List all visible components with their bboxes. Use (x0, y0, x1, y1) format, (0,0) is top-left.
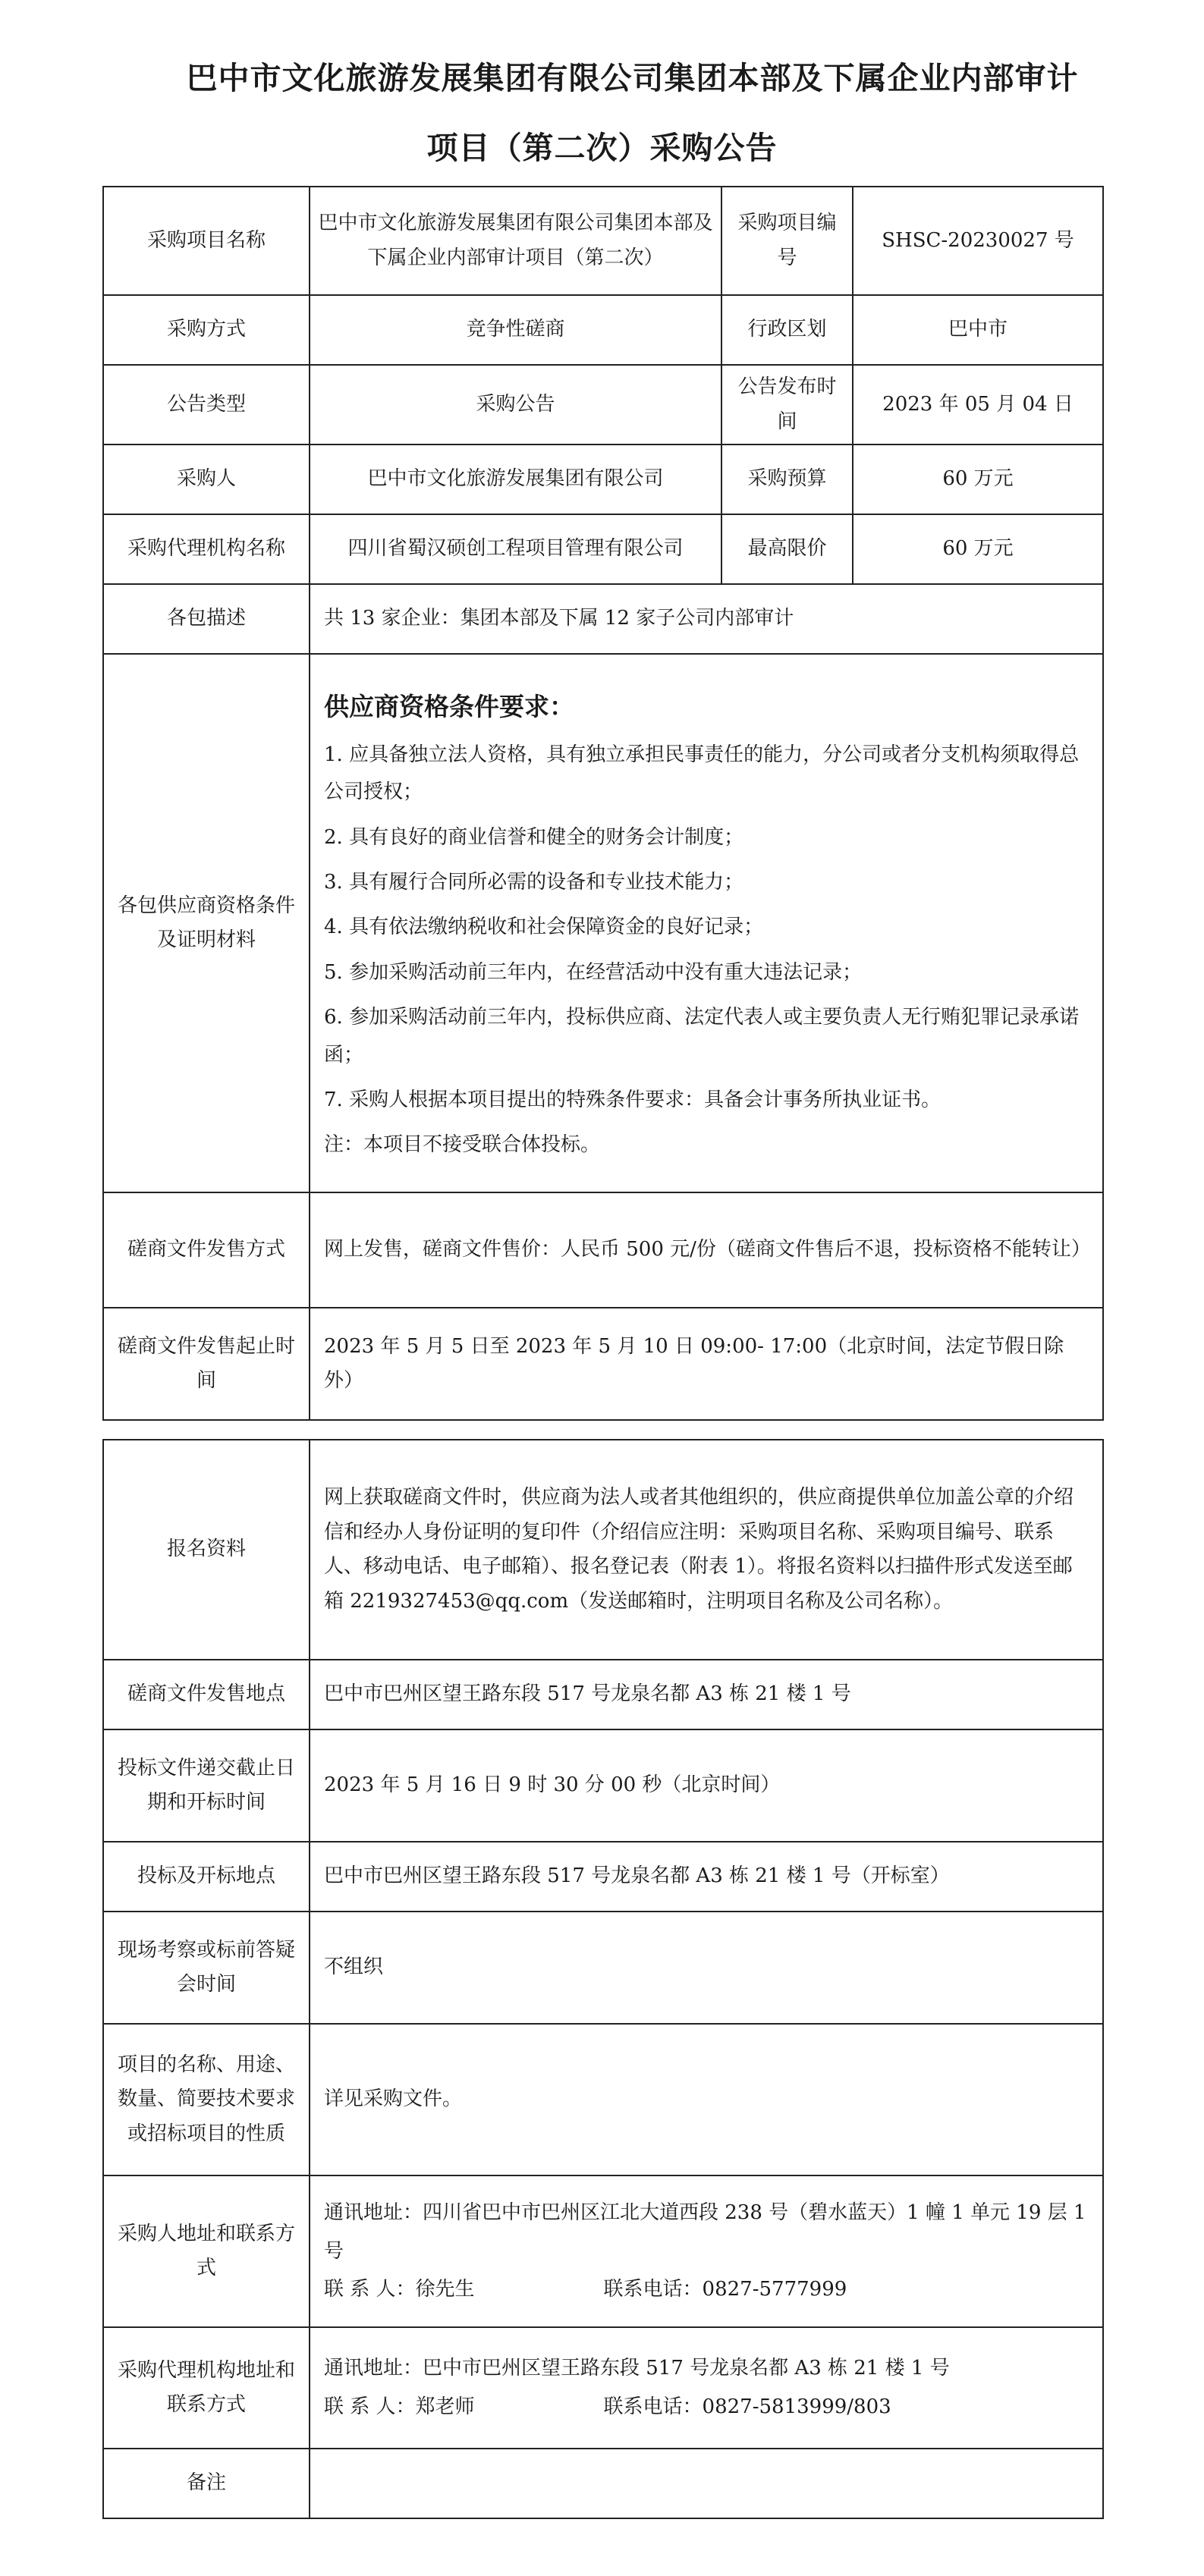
project-no-value: SHSC-20230027 号 (853, 187, 1103, 295)
budget-label: 采购预算 (721, 445, 853, 514)
notice-type-value: 采购公告 (310, 365, 721, 445)
project-no-label: 采购项目编号 (721, 187, 853, 295)
deadline-value: 2023 年 5 月 16 日 9 时 30 分 00 秒（北京时间） (310, 1729, 1103, 1842)
project-info-label: 项目的名称、用途、数量、简要技术要求或招标项目的性质 (103, 2024, 310, 2175)
purchaser-address: 通讯地址：四川省巴中市巴州区江北大道西段 238 号（碧水蓝天）1 幢 1 单元 19 层 1 号 (324, 2201, 1086, 2263)
registration-info-table (102, 1439, 1104, 2519)
package-value: 共 13 家企业：集团本部及下属 12 家子公司内部审计 (310, 584, 1103, 654)
agency-value: 四川省蜀汉硕创工程项目管理有限公司 (310, 514, 721, 584)
method-label: 采购方式 (103, 295, 310, 365)
purchaser-contact-label: 采购人地址和联系方式 (103, 2175, 310, 2327)
sale-place-label: 磋商文件发售地点 (103, 1660, 310, 1729)
doc-period-value: 2023 年 5 月 5 日至 2023 年 5 月 10 日 09:00- 17:00（北京时间，法定节假日除外） (310, 1308, 1103, 1420)
qualification-item: 7. 采购人根据本项目提出的特殊条件要求：具备会计事务所执业证书。 (324, 1089, 942, 1112)
publish-time-label: 公告发布时间 (721, 365, 853, 445)
method-value: 竞争性磋商 (310, 295, 721, 365)
remark-value (310, 2449, 1103, 2518)
registration-value: 网上获取磋商文件时，供应商为法人或者其他组织的，供应商提供单位加盖公章的介绍信和经办人身份证明的复印件（介绍信应注明：采购项目名称、采购项目编号、联系人、移动电话、电子邮箱）、报名登记表（附表 1）。将报名资料以扫描件形式发送至邮箱 2219327453@qq.com（发送邮箱时，注明项目名称及公司名称）。 (310, 1440, 1103, 1660)
procurement-info-table (102, 186, 1104, 1421)
package-label: 各包描述 (103, 584, 310, 654)
region-value: 巴中市 (853, 295, 1103, 365)
max-price-label: 最高限价 (721, 514, 853, 584)
agency-address: 通讯地址：巴中市巴州区望王路东段 517 号龙泉名都 A3 栋 21 楼 1 号 (324, 2357, 950, 2380)
remark-label: 备注 (103, 2449, 310, 2518)
site-visit-label: 现场考察或标前答疑会时间 (103, 1912, 310, 2024)
qualification-item: 3. 具有履行合同所必需的设备和专业技术能力； (324, 871, 744, 894)
purchaser-label: 采购人 (103, 445, 310, 514)
project-info-value: 详见采购文件。 (310, 2024, 1103, 2175)
agency-phone: 联系电话：0827-5813999/803 (603, 2395, 891, 2418)
qualification-item: 4. 具有依法缴纳税收和社会保障资金的良好记录； (324, 916, 764, 939)
qualification-content (310, 654, 1103, 1192)
bid-place-value: 巴中市巴州区望王路东段 517 号龙泉名都 A3 栋 21 楼 1 号（开标室） (310, 1842, 1103, 1912)
doc-sale-label: 磋商文件发售方式 (103, 1192, 310, 1308)
site-visit-value: 不组织 (310, 1912, 1103, 2024)
deadline-label: 投标文件递交截止日期和开标时间 (103, 1729, 310, 1842)
qualification-label: 各包供应商资格条件及证明材料 (103, 654, 310, 1192)
notice-type-label: 公告类型 (103, 365, 310, 445)
budget-value: 60 万元 (853, 445, 1103, 514)
purchaser-value: 巴中市文化旅游发展集团有限公司 (310, 445, 721, 514)
agency-contact-line (324, 2388, 1089, 2427)
page-title-line2: 项目（第二次）采购公告 (426, 130, 778, 166)
agency-person: 联 系 人：郑老师 (324, 2395, 475, 2418)
region-label: 行政区划 (721, 295, 853, 365)
purchaser-phone: 联系电话：0827-5777999 (603, 2278, 847, 2301)
doc-period-label: 磋商文件发售起止时间 (103, 1308, 310, 1420)
registration-label: 报名资料 (103, 1440, 310, 1660)
page-title-line1: 巴中市文化旅游发展集团有限公司集团本部及下属企业内部审计 (186, 60, 1079, 96)
project-name-value: 巴中市文化旅游发展集团有限公司集团本部及下属企业内部审计项目（第二次） (310, 187, 721, 295)
agency-label: 采购代理机构名称 (103, 514, 310, 584)
qualification-item: 5. 参加采购活动前三年内，在经营活动中没有重大违法记录； (324, 960, 863, 984)
qualification-note: 注：本项目不接受联合体投标。 (324, 1133, 601, 1157)
doc-sale-value: 网上发售，磋商文件售价：人民币 500 元/份（磋商文件售后不退，投标资格不能转让） (310, 1192, 1103, 1308)
qualification-title: 供应商资格条件要求： (324, 692, 574, 722)
agency-contact-value (310, 2327, 1103, 2449)
purchaser-contact-value (310, 2175, 1103, 2327)
max-price-value: 60 万元 (853, 514, 1103, 584)
project-name-label: 采购项目名称 (103, 187, 310, 295)
qualification-item: 2. 具有良好的商业信誉和健全的财务会计制度； (324, 825, 744, 849)
purchaser-person: 联 系 人：徐先生 (324, 2278, 475, 2301)
publish-time-value: 2023 年 05 月 04 日 (853, 365, 1103, 445)
qualification-item: 6. 参加采购活动前三年内，投标供应商、法定代表人或主要负责人无行贿犯罪记录承诺函； (324, 1006, 1080, 1067)
agency-contact-label: 采购代理机构地址和联系方式 (103, 2327, 310, 2449)
qualification-item: 1. 应具备独立法人资格，具有独立承担民事责任的能力，分公司或者分支机构须取得总公司授权； (324, 743, 1080, 804)
purchaser-contact-line (324, 2270, 1089, 2309)
bid-place-label: 投标及开标地点 (103, 1842, 310, 1912)
sale-place-value: 巴中市巴州区望王路东段 517 号龙泉名都 A3 栋 21 楼 1 号 (310, 1660, 1103, 1729)
